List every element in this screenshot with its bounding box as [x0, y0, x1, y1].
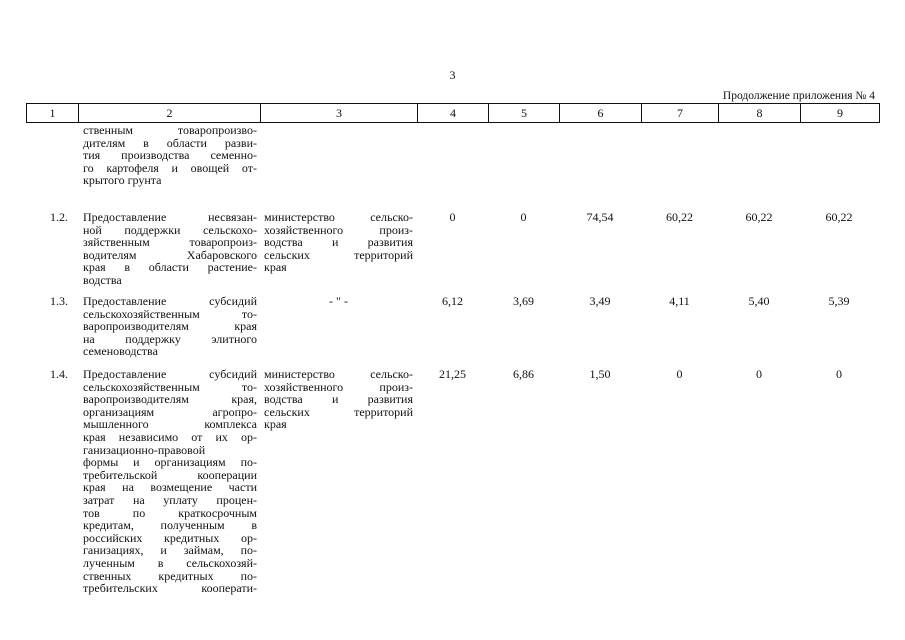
value-col-5: 6,86 [513, 367, 534, 381]
header-col-3: 3 [261, 104, 418, 122]
measure-name [78, 295, 260, 358]
measure-name [78, 368, 260, 595]
table-row [26, 368, 878, 595]
executor-line: края [264, 417, 287, 432]
name-line: края в области растение- [83, 260, 257, 275]
name-line: варопроизводителям края [83, 319, 257, 334]
name-line: лученным в сельскохозяй- [83, 555, 257, 570]
executor-line: хозяйственного произ- [264, 222, 413, 237]
value-col-8: 0 [756, 367, 762, 381]
value-col-7: 4,11 [669, 294, 690, 308]
name-line: мышленного комплекса [83, 417, 257, 432]
measure-name [78, 124, 260, 187]
name-line: российских кредитных ор- [83, 530, 257, 545]
value-col-4: 21,25 [439, 367, 466, 381]
measure-name [78, 211, 260, 287]
name-line: на поддержку элитного [83, 331, 257, 346]
name-line: ной поддержки сельскохо- [83, 222, 257, 237]
name-line: тов по краткосрочным [83, 505, 257, 520]
table-row [26, 211, 878, 287]
name-line: ственным товаропроизво- [83, 123, 257, 137]
name-line: водства [83, 272, 122, 287]
executor-line: водства и развития [264, 235, 413, 250]
value-col-4: 0 [449, 210, 456, 224]
value-col-7: 0 [676, 367, 683, 381]
executor [260, 211, 417, 287]
value-col-5: 3,69 [513, 294, 534, 308]
executor-line: сельских территорий [264, 404, 413, 419]
continuation-label: Продолжение приложения № 4 [722, 90, 875, 102]
row-number [26, 124, 78, 187]
name-line: формы и организациям по- [83, 455, 257, 470]
name-line: требительской кооперации [83, 467, 257, 482]
name-line: тия производства семенно- [83, 148, 257, 163]
name-line: края на возмещение части [83, 480, 257, 495]
value-col-9: 5,39 [828, 294, 850, 308]
name-line: водителям Хабаровского [83, 247, 257, 262]
name-line: ганизационно-правовой [83, 442, 206, 457]
row-number: 1.2. [50, 210, 68, 224]
name-line: зяйственным товаропроиз- [83, 235, 257, 250]
executor-line: министерство сельско- [264, 210, 413, 224]
table-header [26, 103, 880, 123]
name-line: дителям в области разви- [83, 135, 257, 150]
header-col-8: 8 [719, 104, 801, 122]
name-line: Предоставление субсидий [83, 367, 257, 381]
table-row [26, 124, 260, 187]
value-col-5: 0 [520, 210, 527, 224]
executor [260, 295, 417, 358]
value-col-6: 1,50 [589, 367, 611, 381]
value-col-4: 6,12 [442, 294, 463, 308]
name-line: организациям агропро- [83, 404, 257, 419]
value-col-9: 0 [836, 367, 842, 381]
name-line: Предоставление субсидий [83, 294, 257, 308]
name-line: ганизациях, и займам, по- [83, 543, 257, 558]
row-number: 1.3. [50, 294, 68, 308]
header-col-4: 4 [418, 104, 489, 122]
value-col-9: 60,22 [825, 210, 853, 224]
name-line: кредитам, полученным в [83, 518, 257, 533]
header-col-9: 9 [837, 106, 843, 120]
header-col-7: 7 [642, 104, 719, 122]
name-line: семеноводства [83, 344, 158, 359]
header-col-2: 2 [79, 104, 261, 122]
name-line: сельскохозяйственным то- [83, 306, 257, 321]
executor-line: министерство сельско- [264, 367, 413, 381]
name-line: сельскохозяйственным то- [83, 379, 257, 394]
name-line: го картофеля и овощей от- [83, 160, 257, 175]
executor-ditto: - " - [329, 294, 348, 308]
header-col-1: 1 [27, 104, 79, 122]
value-col-8: 5,40 [748, 294, 770, 308]
header-col-5: 5 [489, 104, 560, 122]
name-line: края независимо от их ор- [83, 429, 257, 444]
executor-line: хозяйственного произ- [264, 379, 413, 394]
name-line: варопроизводителям края, [83, 392, 257, 407]
name-line: требительских кооперати- [83, 581, 257, 596]
value-col-6: 74,54 [586, 210, 614, 224]
value-col-8: 60,22 [745, 210, 773, 224]
executor-line: водства и развития [264, 392, 413, 407]
name-line: затрат на уплату процен- [83, 492, 257, 507]
value-col-6: 3,49 [589, 294, 611, 308]
row-number: 1.4. [50, 367, 68, 381]
header-col-6: 6 [560, 104, 642, 122]
name-line: Предоставление несвязан- [83, 210, 257, 224]
executor-line: края [264, 260, 287, 275]
page-number: 3 [449, 68, 456, 82]
value-col-7: 60,22 [666, 210, 693, 224]
table-row [26, 295, 878, 358]
name-line: ственных кредитных по- [83, 568, 257, 583]
executor-line: сельских территорий [264, 247, 413, 262]
name-line: крытого грунта [83, 173, 162, 188]
executor [260, 368, 417, 595]
